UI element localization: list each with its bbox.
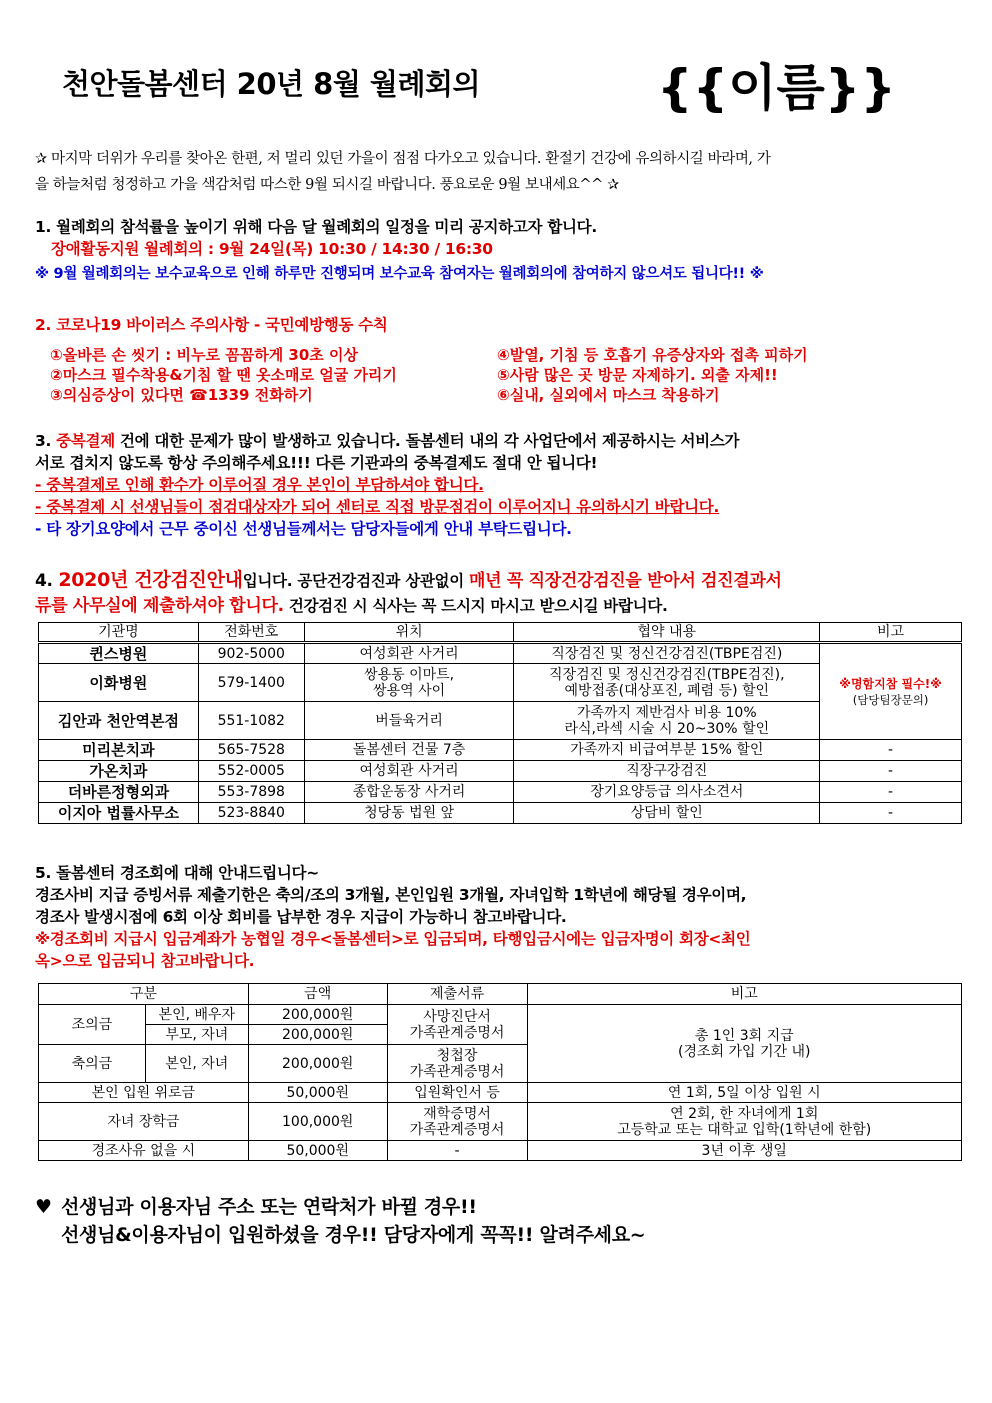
table-row — [39, 1103, 962, 1141]
note-cell: - — [820, 740, 962, 761]
document-line: 청첩장 — [436, 1047, 478, 1064]
amount-cell: 200,000원 — [248, 1025, 387, 1045]
note-line: (경조회 가입 기간 내) — [678, 1043, 811, 1060]
section-duplicate-payment — [35, 430, 959, 540]
tips-right-column — [497, 345, 947, 405]
footer-text: 선생님과 이용자님 주소 또는 연락처가 바뀔 경우!! — [61, 1196, 477, 1218]
note-cell: - — [820, 803, 962, 824]
phone-number: 523-8840 — [198, 803, 304, 824]
phone-number: 565-7528 — [198, 740, 304, 761]
document-line: 가족관계증명서 — [409, 1024, 505, 1041]
column-header: 제출서류 — [387, 984, 527, 1005]
column-header: 전화번호 — [198, 623, 304, 643]
category-cell: 경조사유 없을 시 — [39, 1141, 249, 1161]
tip-item: ⑤사람 많은 곳 방문 자제하기. 외출 자제!! — [497, 366, 778, 384]
section-line — [35, 568, 959, 594]
column-header: 비고 — [527, 984, 962, 1005]
table-row — [39, 782, 962, 803]
partner-hospital-table — [38, 622, 962, 824]
tip-item: ⑥실내, 실외에서 마스크 착용하기 — [497, 386, 720, 404]
tips-left-column — [50, 345, 500, 405]
location: 종합운동장 사거리 — [304, 782, 514, 803]
subcategory-cell: 본인, 배우자 — [145, 1005, 248, 1025]
note-line: 고등학교 또는 대학교 입학(1학년에 한함) — [617, 1121, 872, 1138]
schedule-notice: ※ 9월 월례회의는 보수교육으로 인해 하루만 진행되며 보수교육 참여자는 월례회의에 참여하지 않으셔도 됩니다!! ※ — [35, 266, 764, 282]
schedule-text: 장애활동지원 월례회의 : 9월 24일(목) 10:30 / 14:30 / 16:30 — [51, 240, 493, 258]
note-line: 총 1인 3회 지급 — [694, 1027, 794, 1044]
table-row — [39, 1005, 962, 1025]
section-heading: 1. 월례회의 참석률을 높이기 위해 다음 달 월례회의 일정을 미리 공지하고자 합니다. — [35, 218, 597, 236]
document-cell — [387, 1045, 527, 1083]
location-line: 쌍용동 이마트, — [364, 666, 455, 683]
column-header: 구분 — [39, 984, 249, 1005]
agreement-detail — [514, 702, 820, 740]
location-line: 쌍용역 사이 — [373, 682, 446, 699]
section-text: 건강검진 시 식사는 꼭 드시지 마시고 받으시길 바랍니다. — [283, 597, 668, 615]
greeting-line: 을 하늘처럼 청정하고 가을 색감처럼 따스한 9월 되시길 바랍니다. 풍요로운 9월 보내세요^^ ✰ — [35, 177, 619, 193]
greeting-line: ✰ 마지막 더위가 우리를 찾아온 한편, 저 멀리 있던 가을이 점점 다가오고 있습니다. 환절기 건강에 유의하시길 바라며, 가 — [35, 151, 771, 167]
warning-bullet: - 중복결제로 인해 환수가 이루어질 경우 본인이 부담하셔야 합니다. — [35, 476, 484, 494]
section-heading: 5. 돌봄센터 경조회에 대해 안내드립니다~ — [35, 864, 319, 882]
amount-cell: 100,000원 — [248, 1103, 387, 1141]
location: 여성회관 사거리 — [304, 761, 514, 782]
highlight-text: 중복결제 — [56, 432, 115, 450]
phone-number: 553-7898 — [198, 782, 304, 803]
location: 청당동 법원 앞 — [304, 803, 514, 824]
footer-text: 선생님&이용자님이 입원하셨을 경우!! 담당자에게 꼭꼭!! 알려주세요~ — [61, 1224, 646, 1246]
institution-name: 이화병원 — [39, 664, 199, 702]
warning-line: ※경조회비 지급시 입금계좌가 농협일 경우<돌봄센터>로 입금되며, 타행입금시에는 입금자명이 회장<최인 — [35, 930, 751, 948]
institution-name: 가온치과 — [39, 761, 199, 782]
column-header: 비고 — [820, 623, 962, 643]
section-number: 3. — [35, 432, 57, 450]
amount-cell: 50,000원 — [248, 1141, 387, 1161]
footer-line — [35, 1221, 959, 1249]
document-line: 가족관계증명서 — [409, 1121, 505, 1138]
location: 돌봄센터 건물 7층 — [304, 740, 514, 761]
note-cell: 3년 이후 생일 — [527, 1141, 962, 1161]
table-row — [39, 803, 962, 824]
location — [304, 664, 514, 702]
table-header-row — [39, 984, 962, 1005]
section-health-checkup — [35, 568, 959, 619]
agreement-detail: 가족까지 비급여부분 15% 할인 — [514, 740, 820, 761]
document-cell — [387, 1005, 527, 1045]
note-text: (담당팀장문의) — [852, 692, 929, 707]
location: 여성회관 사거리 — [304, 643, 514, 664]
institution-name: 더바른정형외과 — [39, 782, 199, 803]
heart-icon: ♥ — [35, 1196, 52, 1218]
tip-item: ①올바른 손 씻기 : 비누로 꼼꼼하게 30초 이상 — [50, 346, 358, 364]
category-cell: 자녀 장학금 — [39, 1103, 249, 1141]
category-cell: 축의금 — [39, 1045, 146, 1083]
agreement-line: 라식,라섹 시술 시 20~30% 할인 — [564, 720, 770, 737]
merged-note-cell — [820, 643, 962, 740]
section-text: 건에 대한 문제가 많이 발생하고 있습니다. 돌봄센터 내의 각 사업단에서 제공하시는 서비스가 — [114, 432, 740, 450]
section-line — [35, 594, 959, 619]
highlight-text: 2020년 건강검진안내 — [58, 569, 243, 591]
amount-cell: 50,000원 — [248, 1083, 387, 1103]
phone-number: 552-0005 — [198, 761, 304, 782]
agreement-detail — [514, 664, 820, 702]
table-row — [39, 740, 962, 761]
document-cell — [387, 1103, 527, 1141]
tip-item: ④발열, 기침 등 호흡기 유증상자와 접촉 피하기 — [497, 346, 808, 364]
header — [62, 52, 942, 117]
table-row — [39, 643, 962, 664]
page-title: 천안돌봄센터 20년 8월 월례회의 — [62, 67, 480, 101]
note-cell — [527, 1103, 962, 1141]
agreement-detail: 직장구강검진 — [514, 761, 820, 782]
category-cell: 조의금 — [39, 1005, 146, 1045]
info-bullet: - 타 장기요양에서 근무 중이신 선생님들께서는 담당자들에게 안내 부탁드립니다. — [35, 520, 572, 538]
amount-cell: 200,000원 — [248, 1005, 387, 1025]
section-line — [35, 430, 959, 452]
subcategory-cell: 부모, 자녀 — [145, 1025, 248, 1045]
note-line: 연 2회, 한 자녀에게 1회 — [670, 1105, 819, 1122]
agreement-detail: 상담비 할인 — [514, 803, 820, 824]
category-cell: 본인 입원 위로금 — [39, 1083, 249, 1103]
agreement-line: 직장검진 및 정신건강검진(TBPE검진), — [549, 666, 785, 683]
document-line: 가족관계증명서 — [409, 1063, 505, 1080]
institution-name: 김안과 천안역본점 — [39, 702, 199, 740]
location: 버들육거리 — [304, 702, 514, 740]
note-cell: 연 1회, 5일 이상 입원 시 — [527, 1083, 962, 1103]
warning-line: 옥>으로 입금되니 참고바랍니다. — [35, 952, 255, 970]
section-line: 서로 겹치지 않도록 항상 주의해주세요!!! 다른 기관과의 중복결제도 절대 안 됩니다! — [35, 454, 598, 472]
phone-number: 551-1082 — [198, 702, 304, 740]
section-text: 입니다. 공단건강검진과 상관없이 — [242, 572, 469, 590]
greeting-paragraph — [35, 146, 959, 198]
document-cell: 입원확인서 등 — [387, 1083, 527, 1103]
phone-number: 579-1400 — [198, 664, 304, 702]
institution-name: 미리본치과 — [39, 740, 199, 761]
table-header-row — [39, 623, 962, 643]
warning-bullet: - 중복결제 시 선생님들이 점검대상자가 되어 센터로 직접 방문점검이 이루어지니 유의하시기 바랍니다. — [35, 498, 720, 516]
institution-name: 이지아 법률사무소 — [39, 803, 199, 824]
note-text: ※명함지참 필수!※ — [839, 676, 942, 691]
column-header: 기관명 — [39, 623, 199, 643]
table-row — [39, 1083, 962, 1103]
agreement-detail: 직장검진 및 정신건강검진(TBPE검진) — [514, 643, 820, 664]
highlight-text: 류를 사무실에 제출하셔야 합니다. — [35, 596, 284, 616]
document-line: 재학증명서 — [423, 1105, 491, 1122]
name-placeholder: {{이름}} — [657, 59, 896, 117]
phone-number: 902-5000 — [198, 643, 304, 664]
section-covid-heading: 2. 코로나19 바이러스 주의사항 - 국민예방행동 수칙 — [35, 316, 388, 334]
condolence-payment-table — [38, 983, 962, 1161]
note-cell: - — [820, 761, 962, 782]
agreement-detail: 장기요양등급 의사소견서 — [514, 782, 820, 803]
column-header: 금액 — [248, 984, 387, 1005]
highlight-text: 매년 꼭 직장건강검진을 받아서 검진결과서 — [469, 571, 782, 591]
institution-name: 퀸스병원 — [39, 643, 199, 664]
note-cell: - — [820, 782, 962, 803]
section-number: 4. — [35, 571, 59, 591]
footer-line — [35, 1193, 959, 1221]
footer-notice — [35, 1193, 959, 1249]
column-header: 위치 — [304, 623, 514, 643]
section-line: 경조사비 지급 증빙서류 제출기한은 축의/조의 3개월, 본인입원 3개월, 자녀입학 1학년에 해당될 경우이며, — [35, 886, 747, 904]
note-cell — [527, 1005, 962, 1083]
agreement-line: 예방접종(대상포진, 폐렴 등) 할인 — [564, 682, 770, 699]
document-cell: - — [387, 1141, 527, 1161]
tip-item: ③의심증상이 있다면 ☎1339 전화하기 — [50, 386, 313, 404]
document-line: 사망진단서 — [423, 1008, 491, 1025]
agreement-line: 가족까지 제반검사 비용 10% — [576, 704, 757, 721]
amount-cell: 200,000원 — [248, 1045, 387, 1083]
tip-item: ②마스크 필수착용&기침 할 땐 옷소매로 얼굴 가리기 — [50, 366, 397, 384]
section-line: 경조사 발생시점에 6회 이상 회비를 납부한 경우 지급이 가능하니 참고바랍니다. — [35, 908, 567, 926]
table-row — [39, 761, 962, 782]
subcategory-cell: 본인, 자녀 — [145, 1045, 248, 1083]
section-meeting-schedule — [35, 216, 959, 285]
table-row — [39, 1141, 962, 1161]
column-header: 협약 내용 — [514, 623, 820, 643]
section-condolence-club — [35, 862, 959, 972]
